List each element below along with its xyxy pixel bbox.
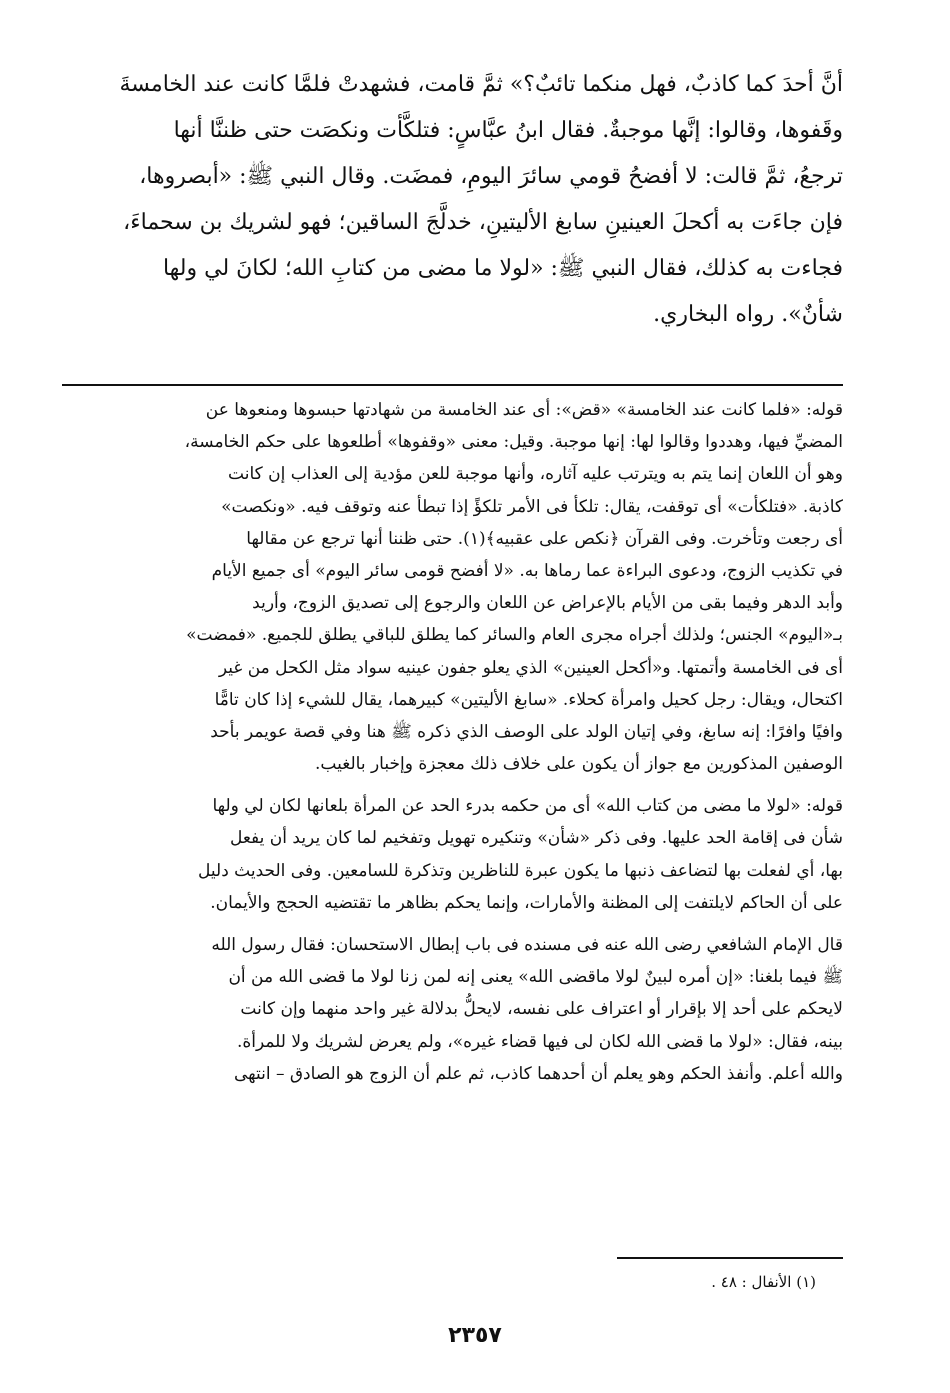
commentary-paragraph [62, 394, 843, 780]
commentary-line: اكتحال، ويقال: رجل كحيل وامرأة كحلاء. «سابغ الأليتين» كبيرهما، يقال للشيء إذا كان تامًّا [214, 689, 843, 710]
commentary-line: قال الإمام الشافعي رضى الله عنه فى مسنده فى باب إبطال الاستحسان: فقال رسول الله [211, 935, 843, 955]
hadith-line: فجاءت به كذلك، فقال النبي ﷺ: «لولا ما مضى من كتابِ الله؛ لكانَ لي ولها [162, 256, 843, 281]
commentary-line: قوله: «لولا ما مضى من كتاب الله» أى من حكمه بدرء الحد عن المرأة بلعانها لكان لي ولها [212, 796, 843, 817]
commentary-line: المضيِّ فيها، وهددوا وقالوا لها: إنها موجبة. وقيل: معنى «وقفوها» أطلعوها على حكم الخامسة، [184, 432, 843, 453]
commentary-line: وأبد الدهر وفيما بقى من الأيام بالإعراض عن اللعان والرجوع إلى تصديق الزوج، وأريد [252, 593, 843, 614]
commentary-line: شأن فى إقامة الحد عليها. وفى ذكر «شأن» وتنكيره تهويل وتفخيم لما كان يريد أن يفعل [229, 828, 843, 849]
commentary-line: كاذبة. «فتلكأت» أى توقفت، يقال: تلكأ فى الأمر تلكؤً إذا تبطأ عنه وتوقف فيه. «ونكصت» [221, 496, 843, 517]
hadith-line: أنَّ أحدَ كما كاذبٌ، فهل منكما تائبٌ؟» ثمَّ قامت، فشهدتْ فلمَّا كانت عند الخامسةَ [119, 72, 843, 97]
commentary-line: وهو أن اللعان إنما يتم به ويترتب عليه آثاره، وأنها موجبة للعن مؤدية إلى العذاب إن كانت [228, 464, 843, 485]
commentary-line: بها، أي لفعلت بها لتضاعف ذنبها ما يكون عبرة للناظرين وتذكرة للسامعين. وفى الحديث دليل [198, 860, 843, 881]
commentary-line: الوصفين المذكورين مع جواز أن يكون على خلاف ذلك معجزة وإخبار بالغيب. [315, 754, 843, 775]
commentary-line: في تكذيب الزوج، ودعوى البراءة عما رماها به. «لا أفضح قومى سائر اليوم» أى جميع الأيام [211, 560, 843, 581]
hadith-line: وقَفوها، وقالوا: إنَّها موجبةٌ. فقال ابنُ عبَّاسٍ: فتلكَّأت ونكصَت حتى ظننَّا أنها [173, 118, 843, 143]
hadith-line: شأنٌ». رواه البخاري. [653, 302, 843, 327]
commentary-paragraph [62, 929, 843, 1090]
commentary-line: ﷺ فيما بلغنا: «إن أمره لبينٌ لولا ماقضى الله» يعنى إنه لمن زنا لولا ما قضى الله من أن [228, 967, 843, 988]
section-divider [62, 384, 843, 386]
hadith-line: ترجعُ، ثمَّ قالت: لا أفضحُ قومي سائرَ اليومِ، فمضَت. وقال النبي ﷺ: «أبصروها، [139, 164, 843, 189]
footnote-divider [617, 1257, 843, 1259]
hadith-line: فإن جاءَت به أكحلَ العينينِ سابغ الأليتينِ، خدلَّجَ الساقين؛ فهو لشريك بن سحماءَ، [123, 210, 843, 235]
hadith-text [62, 62, 843, 338]
footnote: (١) الأنفال : ٤٨ . [711, 1273, 816, 1291]
commentary [62, 394, 843, 1100]
commentary-line: بينه، فقال: «لولا ما قضى الله لكان لى فيها قضاء غيره»، ولم يعرض لشريك ولا للمرأة. [236, 1031, 843, 1052]
page-number: ٢٣٥٧ [448, 1323, 502, 1348]
commentary-line: وافيًا وافرًا: إنه سابغ، وفي إتيان الولد على الوصف الذي ذكره ﷺ هنا وفي قصة عويمر بأحد [210, 721, 843, 742]
commentary-line: أى فى الخامسة وأتمتها. و«أكحل العينين» الذي يعلو جفون عينيه سواد مثل الكحل من غير [218, 657, 843, 678]
commentary-line: والله أعلم. وأنفذ الحكم وهو يعلم أن أحدهما كاذب، ثم علم أن الزوج هو الصادق – انتهى [233, 1063, 843, 1084]
commentary-line: بـ«اليوم» الجنس؛ ولذلك أجراه مجرى العام والسائر كما يطلق للباقي يطلق للجميع. «فمضت» [186, 625, 843, 646]
commentary-paragraph [62, 790, 843, 919]
commentary-line: أى رجعت وتأخرت. وفى القرآن ﴿نكص على عقبيه﴾(١). حتى ظننا أنها ترجع عن مقالها [246, 528, 843, 549]
commentary-line: لايحكم على أحد إلا بإقرار أو اعتراف على نفسه، لايحلُّ بدلالة غير واحد منهما وإن كانت [240, 999, 843, 1020]
commentary-line: على أن الحاكم لايلتفت إلى المظنة والأمارات، وإنما يحكم بظاهر ما تقتضيه الحجج والأيمان. [210, 892, 843, 913]
commentary-line: قوله: «فلما كانت عند الخامسة» «قض»: أى عند الخامسة من شهادتها حبسوها ومنعوها عن [205, 400, 843, 420]
